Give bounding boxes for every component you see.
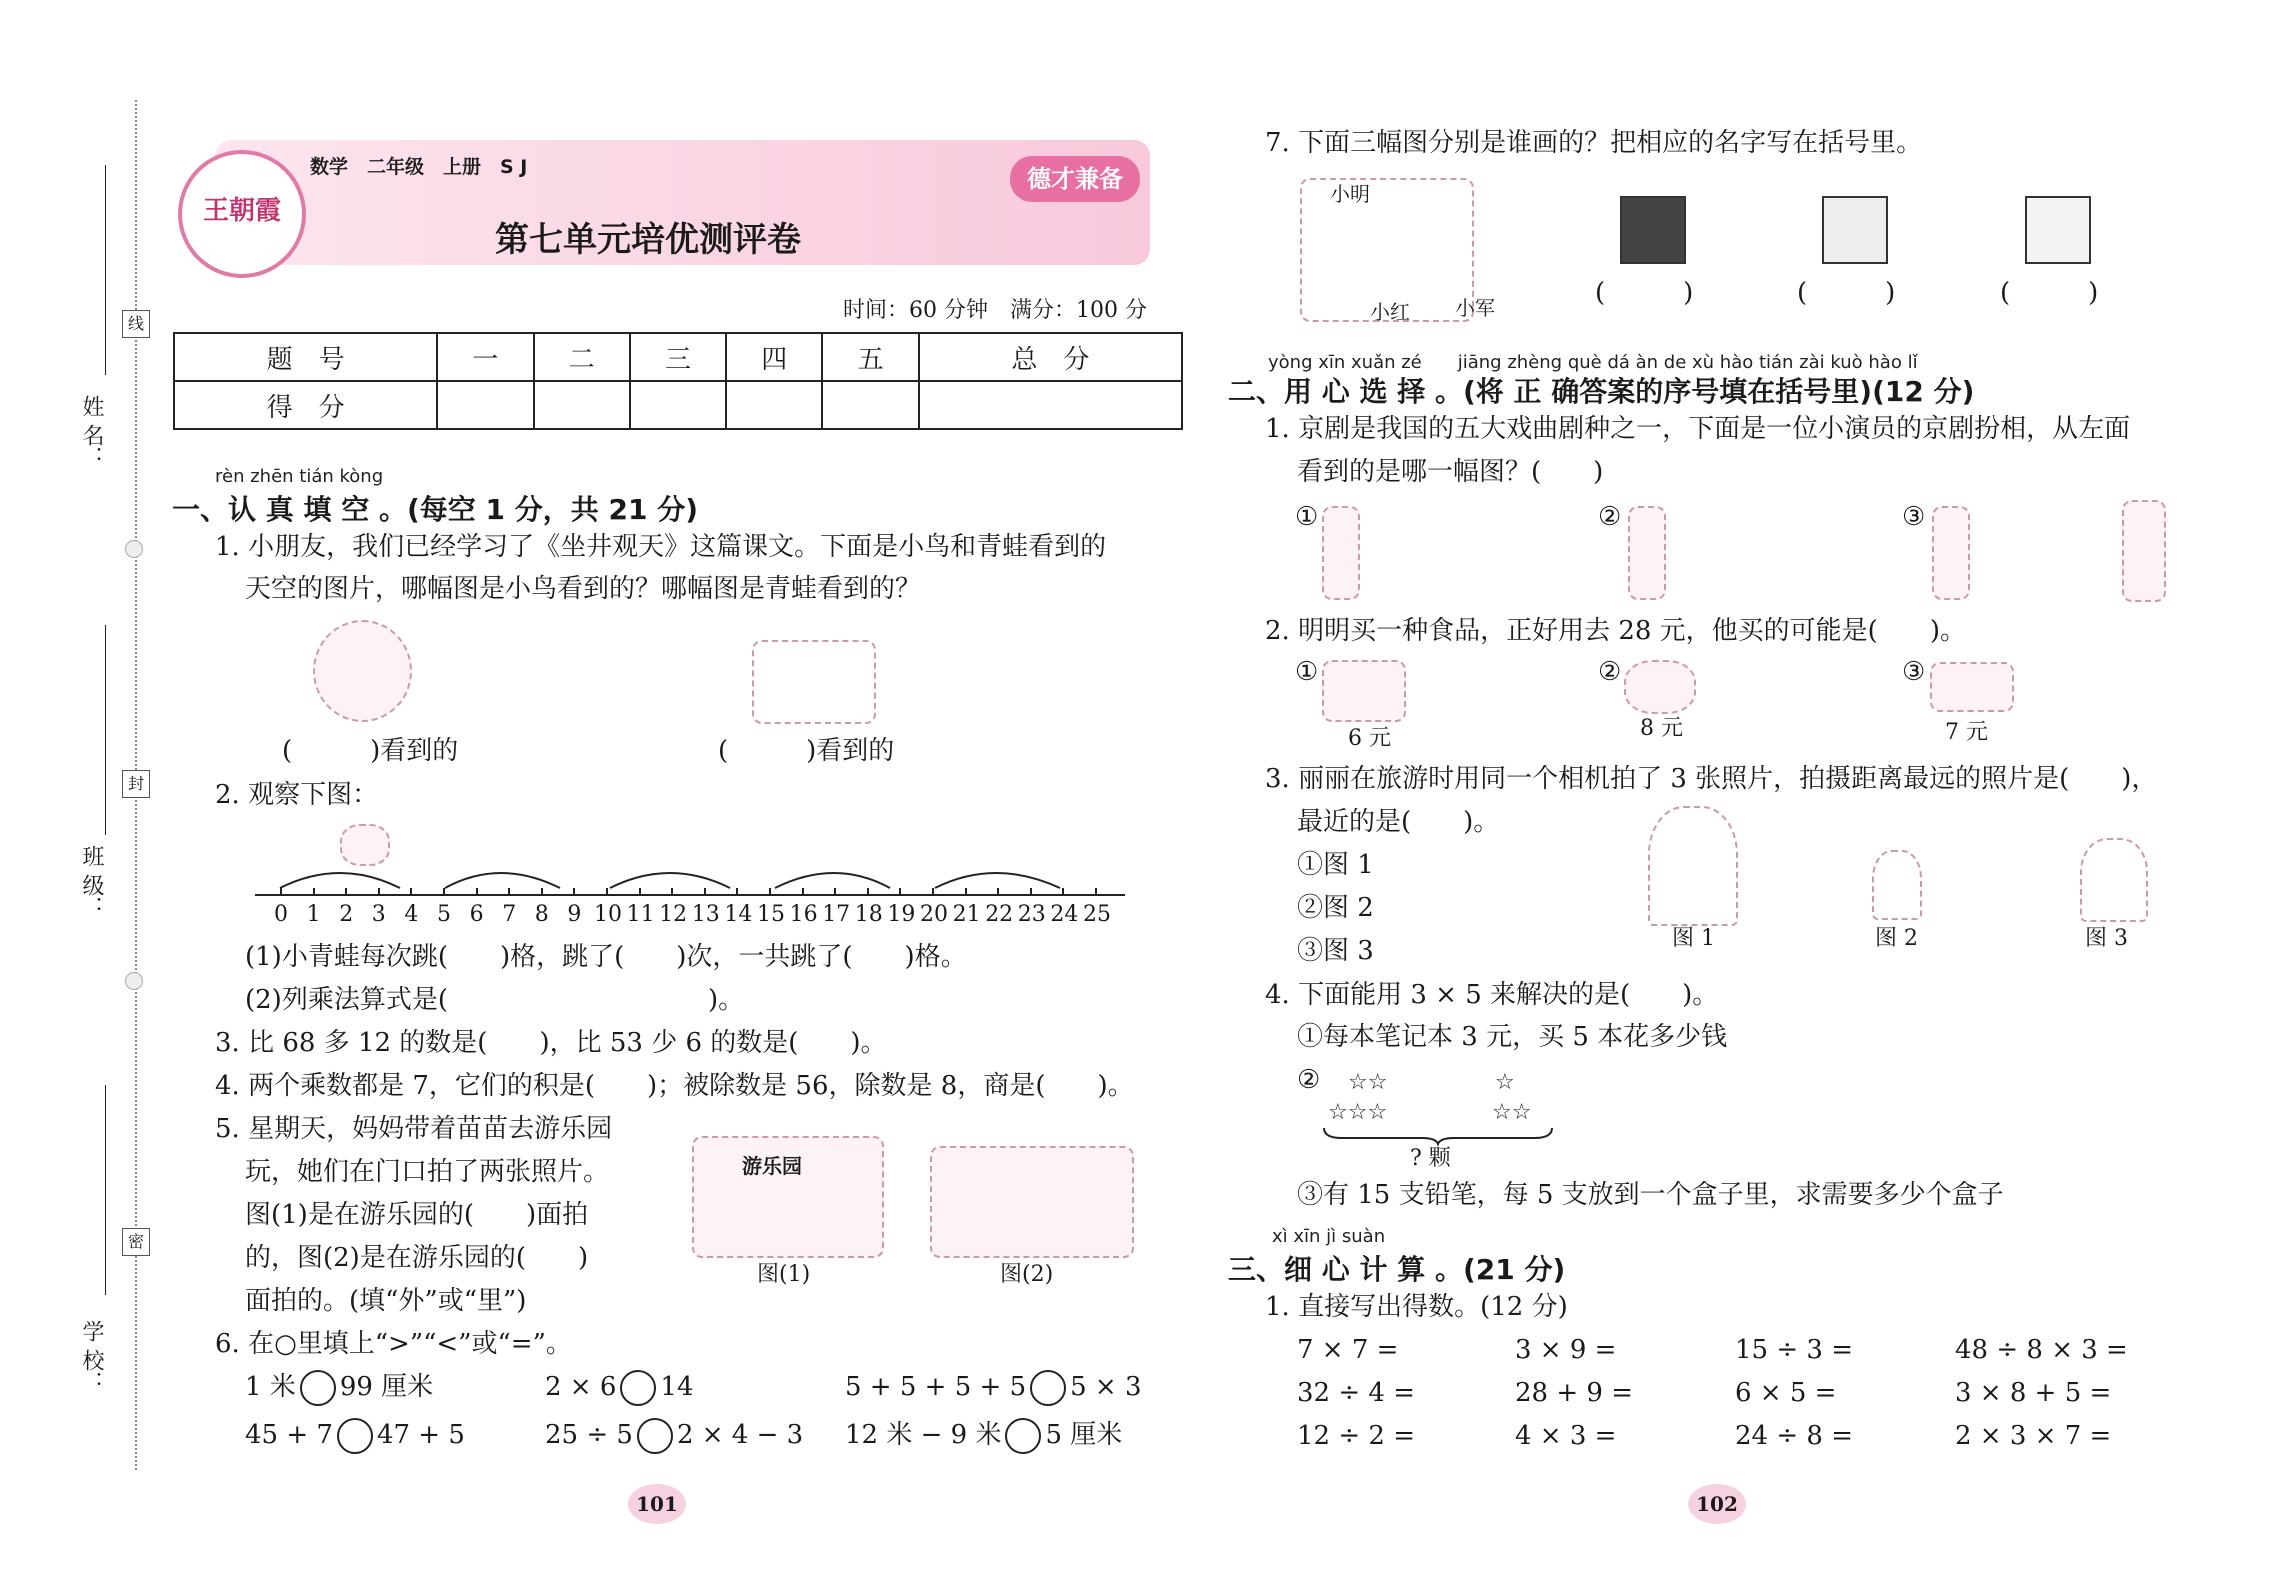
s2-q1-l2: 看到的是哪一幅图？( ) [1297, 457, 1604, 487]
s2-q4-c: ③有 15 支铅笔，每 5 支放到一个盒子里，求需要多少个盒子 [1297, 1180, 2004, 1210]
number-line-label: 14 [724, 902, 753, 927]
q1-line1: 1. 小朋友，我们已经学习了《坐井观天》这篇课文。下面是小鸟和青蛙看到的 [215, 532, 1107, 562]
q1-ans2: ( )看到的 [718, 736, 895, 766]
number-line-label: 19 [887, 902, 916, 927]
name-underline [105, 165, 106, 375]
logo-badge [178, 150, 306, 278]
number-line-tick [639, 888, 641, 896]
number-line-label: 7 [502, 902, 517, 927]
compare-4 [245, 1418, 465, 1454]
logo-text: 王朝霞 [202, 196, 281, 226]
calc-item: 48 ÷ 8 × 3 = [1955, 1335, 2128, 1365]
name-label: 姓 名： [79, 395, 104, 468]
calc-item: 15 ÷ 3 = [1735, 1335, 1853, 1365]
number-line-tick [573, 888, 575, 896]
number-line-label: 5 [437, 902, 451, 927]
score-cell[interactable] [726, 381, 822, 429]
name-xiaoming: 小明 [1330, 182, 1370, 206]
food-opt-1: ① [1295, 657, 1319, 687]
opera-figure-ref [2122, 500, 2166, 602]
q7: 7. 下面三幅图分别是谁画的？把相应的名字写在括号里。 [1265, 128, 1923, 158]
compare-circle[interactable] [637, 1418, 673, 1454]
sky-bird-picture [313, 620, 412, 722]
page-title: 第七单元培优测评卷 [495, 220, 801, 260]
s2-q4: 4. 下面能用 3 × 5 来解决的是( )。 [1265, 980, 1719, 1010]
palm-tree-small [1872, 850, 1922, 920]
calc-item: 2 × 3 × 7 = [1955, 1421, 2112, 1451]
class-label: 班 级： [79, 845, 104, 918]
q1-line2: 天空的图片，哪幅图是小鸟看到的？哪幅图是青蛙看到的？ [245, 574, 922, 604]
q1-ans1: ( )看到的 [282, 736, 459, 766]
compare-left: 2 × 6 [545, 1372, 617, 1402]
number-line-tick [671, 888, 673, 896]
number-line-tick [1062, 888, 1064, 896]
number-line-tick [410, 888, 412, 896]
score-row-label: 得 分 [174, 381, 437, 429]
number-line-label: 25 [1083, 902, 1111, 927]
q4: 4. 两个乘数都是 7，它们的积是( )；被除数是 56，除数是 8，商是( )。 [215, 1071, 1134, 1101]
number-line-axis [255, 894, 1125, 896]
compare-2 [545, 1370, 694, 1406]
score-col: 题 号 [174, 333, 437, 381]
number-line-label: 8 [534, 902, 549, 927]
q7-paren-3[interactable]: ( ) [2000, 278, 2099, 308]
s2-q3-l2: 最近的是( )。 [1297, 807, 1500, 837]
opera-figure-2 [1628, 506, 1666, 600]
compare-circle[interactable] [620, 1370, 656, 1406]
calc-item: 24 ÷ 8 = [1735, 1421, 1853, 1451]
compare-left: 5 + 5 + 5 + 5 [845, 1372, 1027, 1402]
opera-opt-1: ① [1295, 502, 1319, 532]
s1-title: 一、认 真 填 空 。(每空 1 分，共 21 分) [172, 493, 699, 526]
number-line-tick [867, 888, 869, 896]
page-number-right: 102 [1688, 1484, 1746, 1524]
food-opt-2: ② [1598, 657, 1622, 687]
park-outside-picture [692, 1136, 884, 1258]
q5-l3: 图(1)是在游乐园的( )面拍 [245, 1200, 589, 1230]
compare-circle[interactable] [1005, 1418, 1041, 1454]
number-line-label: 22 [985, 902, 1014, 927]
number-line-label: 21 [952, 902, 981, 927]
badge [1010, 156, 1140, 202]
photo-caption-1: 图 1 [1672, 926, 1715, 951]
drawing-back-head [1620, 196, 1686, 264]
number-line-label: 0 [274, 902, 288, 927]
number-line-tick [606, 888, 608, 896]
q3: 3. 比 68 多 12 的数是( )，比 53 少 6 的数是( )。 [215, 1028, 887, 1058]
s3-pinyin: xì xīn jì suàn [1272, 1226, 1386, 1247]
compare-left: 45 + 7 [245, 1420, 333, 1450]
number-line-label: 24 [1050, 902, 1079, 927]
number-line-tick [834, 888, 836, 896]
header-meta: 数学 二年级 上册 S J [310, 156, 528, 178]
q5-l4: 的，图(2)是在游乐园的( ) [245, 1243, 589, 1273]
badge-text: 德才兼备 [1027, 165, 1123, 193]
q7-paren-2[interactable]: ( ) [1797, 278, 1896, 308]
number-line-tick [736, 888, 738, 896]
number-line-label: 6 [469, 902, 484, 927]
q7-paren-1[interactable]: ( ) [1595, 278, 1694, 308]
compare-circle[interactable] [300, 1370, 336, 1406]
score-cell[interactable] [437, 381, 533, 429]
compare-6 [845, 1418, 1122, 1454]
calc-item: 12 ÷ 2 = [1297, 1421, 1415, 1451]
page-number-left: 101 [628, 1484, 686, 1524]
calc-item: 3 × 8 + 5 = [1955, 1378, 2112, 1408]
score-col: 四 [726, 333, 822, 381]
score-table [173, 332, 1183, 430]
s3-q1: 1. 直接写出得数。(12 分) [1265, 1292, 1568, 1322]
number-line-tick [280, 888, 282, 896]
number-line-tick [704, 888, 706, 896]
photo-opt-3: ③图 3 [1297, 936, 1374, 966]
compare-3 [845, 1370, 1142, 1406]
number-line-label: 9 [567, 902, 582, 927]
number-line-label: 20 [920, 902, 948, 927]
number-line-tick [997, 888, 999, 896]
number-line-label: 3 [371, 902, 386, 927]
number-line-tick [1095, 888, 1097, 896]
s1-pinyin: rèn zhēn tián kòng [215, 466, 384, 487]
number-line-tick [541, 888, 543, 896]
binding-hole-1 [125, 540, 143, 558]
calc-item: 4 × 3 = [1515, 1421, 1617, 1451]
number-line-label: 2 [339, 902, 354, 927]
number-line-label: 18 [854, 902, 883, 927]
score-col: 总 分 [919, 333, 1182, 381]
mark-seal: 封 [122, 770, 150, 798]
stars-row1-left: ☆☆ [1348, 1070, 1388, 1095]
s2-pinyin: yòng xīn xuǎn zé jiāng zhèng què dá àn de xù hào tián zài kuò hào lǐ [1268, 352, 1918, 373]
compare-circle[interactable] [1030, 1370, 1066, 1406]
score-header-row [174, 333, 1182, 381]
class-underline [105, 625, 106, 835]
number-line-tick [899, 888, 901, 896]
compare-right: 5 × 3 [1070, 1372, 1142, 1402]
drawing-side-face [1822, 196, 1888, 264]
score-col: 五 [822, 333, 918, 381]
photo-opt-2: ②图 2 [1297, 893, 1374, 923]
score-cell[interactable] [534, 381, 630, 429]
school-label: 学 校： [79, 1320, 104, 1393]
sky-frog-picture [752, 640, 876, 724]
score-cell[interactable] [822, 381, 918, 429]
jump-arcs [270, 848, 1130, 898]
food-box-picture [1322, 660, 1406, 722]
compare-5 [545, 1418, 803, 1454]
compare-left: 1 米 [245, 1372, 296, 1402]
compare-right: 2 × 4 − 3 [676, 1420, 804, 1450]
number-line-tick [1030, 888, 1032, 896]
number-line-label: 13 [691, 902, 720, 927]
fig1-caption: 图(1) [757, 1262, 811, 1287]
opera-figure-3 [1932, 506, 1970, 600]
compare-right: 14 [660, 1372, 694, 1402]
photo-caption-3: 图 3 [2085, 926, 2128, 951]
s2-title: 二、用 心 选 择 。(将 正 确答案的序号填在括号里)(12 分) [1228, 375, 1975, 408]
calc-item: 28 + 9 = [1515, 1378, 1633, 1408]
compare-right: 47 + 5 [376, 1420, 465, 1450]
number-line-tick [313, 888, 315, 896]
score-col: 一 [437, 333, 533, 381]
compare-right: 99 厘米 [339, 1372, 434, 1402]
number-line-tick [476, 888, 478, 896]
palm-tree-large [1648, 806, 1738, 926]
s2-q3-l1: 3. 丽丽在旅游时用同一个相机拍了 3 张照片，拍摄距离最远的照片是( )， [1265, 764, 2158, 794]
mark-line: 线 [122, 310, 150, 338]
number-line-tick [965, 888, 967, 896]
compare-left: 12 米 − 9 米 [845, 1420, 1002, 1450]
opera-opt-2: ② [1598, 502, 1622, 532]
number-line-tick [802, 888, 804, 896]
name-xiaohong: 小红 [1370, 300, 1410, 324]
s2-q2: 2. 明明买一种食品，正好用去 28 元，他买的可能是( )。 [1265, 616, 1966, 646]
q6: 6. 在○里填上“>”“<”或“=”。 [215, 1329, 572, 1359]
number-line-label: 16 [789, 902, 818, 927]
s3-title: 三、细 心 计 算 。(21 分) [1228, 1253, 1566, 1286]
q5-l2: 玩，她们在门口拍了两张照片。 [245, 1157, 610, 1187]
calc-item: 32 ÷ 4 = [1297, 1378, 1415, 1408]
compare-circle[interactable] [337, 1418, 373, 1454]
mark-close: 密 [122, 1228, 150, 1256]
number-line-label: 15 [757, 902, 785, 927]
calc-item: 6 × 5 = [1735, 1378, 1837, 1408]
s2-q4-a: ①每本笔记本 3 元，买 5 本花多少钱 [1297, 1022, 1728, 1052]
photo-caption-2: 图 2 [1875, 926, 1918, 951]
photo-opt-1: ①图 1 [1297, 850, 1374, 880]
opera-figure-1 [1322, 506, 1360, 600]
number-line-label: 1 [306, 902, 321, 927]
score-value-row [174, 381, 1182, 429]
school-underline [105, 1085, 106, 1295]
number-line-label: 11 [626, 902, 655, 927]
score-col: 三 [630, 333, 726, 381]
calc-item: 3 × 9 = [1515, 1335, 1617, 1365]
score-cell[interactable] [919, 381, 1182, 429]
q5-l5: 面拍的。(填“外”或“里”) [245, 1286, 527, 1316]
q2-2: (2)列乘法算式是( )。 [245, 985, 745, 1015]
number-line-tick [769, 888, 771, 896]
food-price-2: 8 元 [1640, 716, 1683, 741]
number-line-label: 12 [659, 902, 688, 927]
score-col: 二 [534, 333, 630, 381]
opera-opt-3: ③ [1902, 502, 1926, 532]
stars-row2-right: ☆☆ [1492, 1100, 1532, 1125]
snack-bag-picture [1930, 662, 2014, 712]
number-line-label: 17 [822, 902, 851, 927]
number-line-tick [932, 888, 934, 896]
s2-q1-l1: 1. 京剧是我国的五大戏曲剧种之一，下面是一位小演员的京剧扮相，从左面 [1265, 414, 2131, 444]
food-opt-3: ③ [1902, 657, 1926, 687]
stars-question: ? 颗 [1410, 1146, 1451, 1171]
park-inside-picture [930, 1146, 1134, 1258]
hamburger-picture [1624, 660, 1696, 714]
number-line-tick [443, 888, 445, 896]
park-sign: 游乐园 [742, 1154, 802, 1178]
number-line-label: 10 [594, 902, 622, 927]
drawing-front-face [2025, 196, 2091, 264]
score-cell[interactable] [630, 381, 726, 429]
number-line-tick [345, 888, 347, 896]
number-line-label: 4 [404, 902, 419, 927]
binding-hole-2 [125, 972, 143, 990]
food-price-1: 6 元 [1348, 726, 1391, 751]
stars-row1-right: ☆ [1495, 1070, 1515, 1095]
number-line-tick [508, 888, 510, 896]
number-line-label: 23 [1017, 902, 1046, 927]
q2-1: (1)小青蛙每次跳( )格，跳了( )次，一共跳了( )格。 [245, 942, 967, 972]
q2-text: 2. 观察下图： [215, 780, 379, 810]
q5-l1: 5. 星期天，妈妈带着苗苗去游乐园 [215, 1114, 613, 1144]
compare-left: 25 ÷ 5 [545, 1420, 633, 1450]
name-xiaojun: 小军 [1455, 296, 1495, 320]
compare-right: 5 厘米 [1045, 1420, 1123, 1450]
stars-row2-left: ☆☆☆ [1328, 1100, 1388, 1125]
compare-1 [245, 1370, 433, 1406]
s2-q4-b-label: ② [1297, 1065, 1321, 1095]
palm-tree-medium [2080, 838, 2148, 922]
time-info: 时间：60 分钟 满分：100 分 [843, 298, 1147, 323]
fig2-caption: 图(2) [1000, 1262, 1054, 1287]
stars-brace [1322, 1126, 1554, 1146]
calc-item: 7 × 7 = [1297, 1335, 1399, 1365]
number-line-tick [378, 888, 380, 896]
food-price-3: 7 元 [1945, 720, 1988, 745]
